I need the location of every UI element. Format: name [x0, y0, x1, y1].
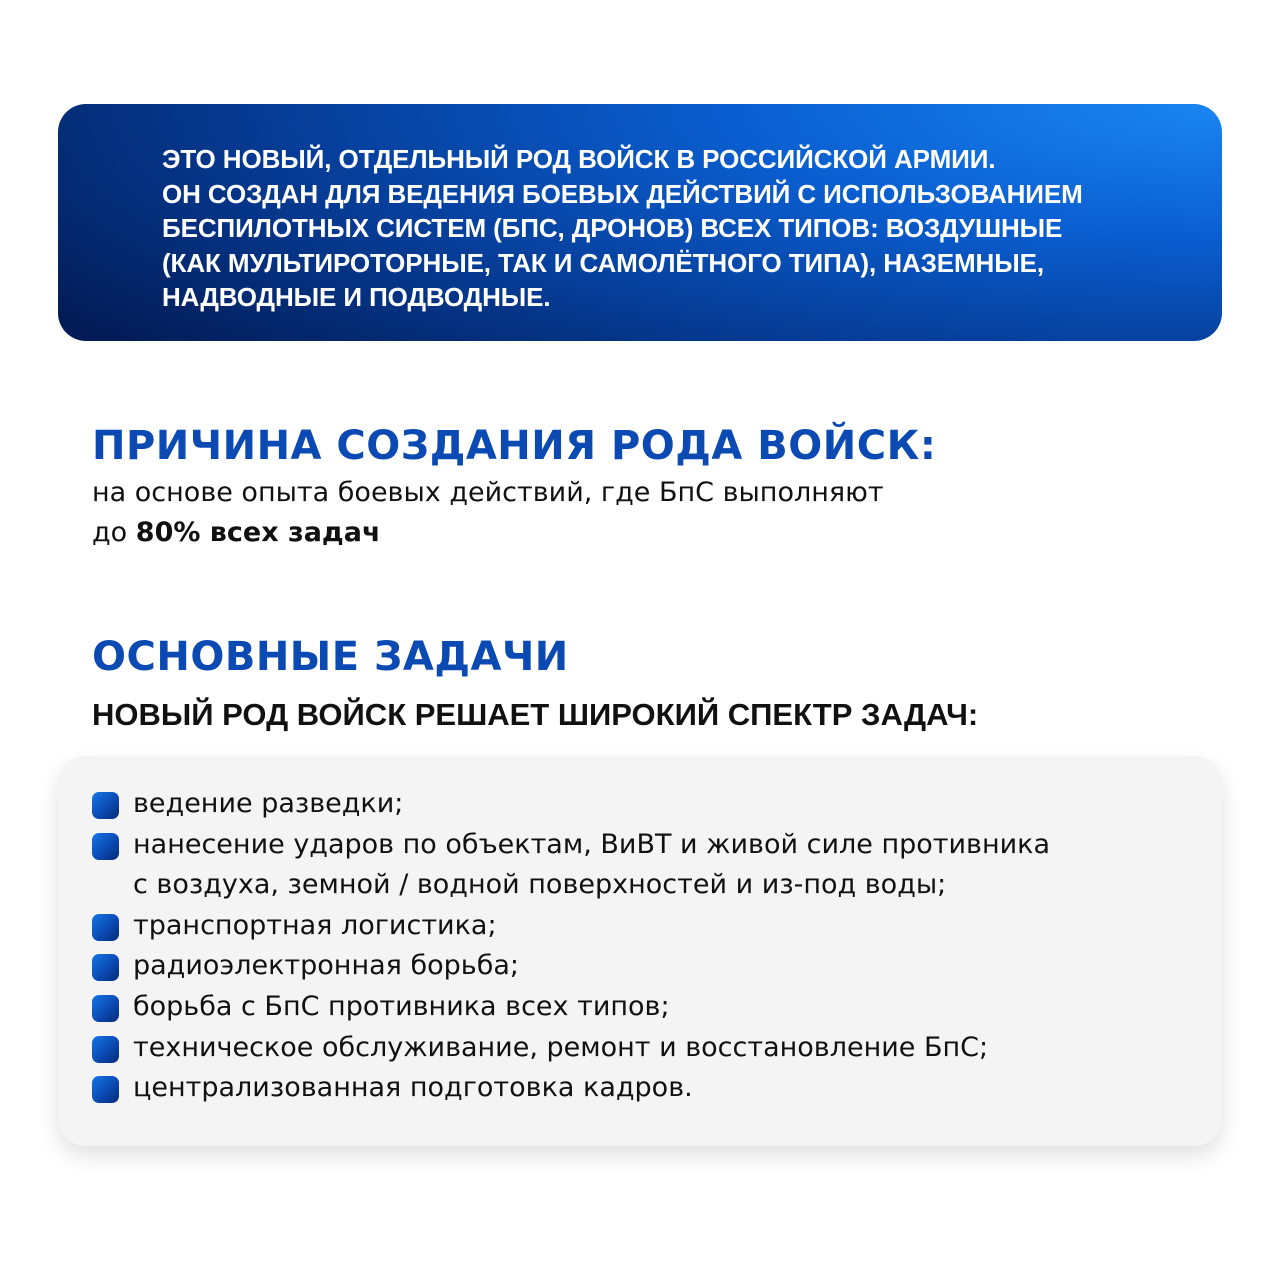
task-item — [92, 1068, 1222, 1109]
task-text: радиоэлектронная борьба; — [133, 950, 519, 982]
task-text: борьба с БпС противника всех типов; — [133, 990, 670, 1022]
intro-line: (КАК МУЛЬТИРОТОРНЫЕ, ТАК И САМОЛЁТНОГО ТИПА), НАЗЕМНЫЕ, — [162, 247, 1044, 278]
intro-card — [58, 104, 1222, 341]
reason-text-prefix: до — [92, 517, 136, 548]
task-text: техническое обслуживание, ремонт и восстановление БпС; — [133, 1031, 989, 1063]
reason-title: ПРИЧИНА СОЗДАНИЯ РОДА ВОЙСК: — [92, 423, 937, 469]
intro-line: ЭТО НОВЫЙ, ОТДЕЛЬНЫЙ РОД ВОЙСК В РОССИЙСКОЙ АРМИИ. — [162, 144, 996, 174]
reason-text-highlight: 80% всех задач — [135, 517, 381, 548]
task-text: транспортная логистика; — [133, 909, 497, 941]
square-bullet-icon — [92, 833, 119, 860]
square-bullet-icon — [92, 792, 119, 819]
square-bullet-icon — [92, 1036, 119, 1063]
square-bullet-icon — [92, 1076, 119, 1103]
task-item — [92, 946, 1222, 987]
square-bullet-icon — [92, 914, 119, 941]
task-text: ведение разведки; — [133, 788, 404, 819]
reason-text-line1: на основе опыта боевых действий, где БпС выполняют — [92, 477, 884, 508]
tasks-subtitle: НОВЫЙ РОД ВОЙСК РЕШАЕТ ШИРОКИЙ СПЕКТР ЗАДАЧ: — [92, 697, 979, 732]
intro-line: ОН СОЗДАН ДЛЯ ВЕДЕНИЯ БОЕВЫХ ДЕЙСТВИЙ С ИСПОЛЬЗОВАНИЕМ — [162, 178, 1083, 209]
square-bullet-icon — [92, 954, 119, 981]
tasks-title: ОСНОВНЫЕ ЗАДАЧИ — [92, 634, 569, 680]
task-item — [92, 987, 1222, 1028]
reason-text-line2 — [92, 517, 381, 548]
tasks-card — [58, 756, 1222, 1146]
task-item — [92, 825, 1222, 906]
task-text: с воздуха, земной / водной поверхностей и из-под воды; — [133, 869, 947, 901]
task-item — [92, 784, 1222, 825]
task-text: нанесение ударов по объектам, ВиВТ и живой силе противника — [133, 828, 1051, 860]
intro-line: НАДВОДНЫЕ И ПОДВОДНЫЕ. — [162, 282, 551, 313]
square-bullet-icon — [92, 995, 119, 1022]
task-item — [92, 1028, 1222, 1069]
task-text: централизованная подготовка кадров. — [133, 1072, 693, 1104]
task-item — [92, 906, 1222, 947]
intro-line: БЕСПИЛОТНЫХ СИСТЕМ (БПС, ДРОНОВ) ВСЕХ ТИПОВ: ВОЗДУШНЫЕ — [162, 213, 1063, 244]
